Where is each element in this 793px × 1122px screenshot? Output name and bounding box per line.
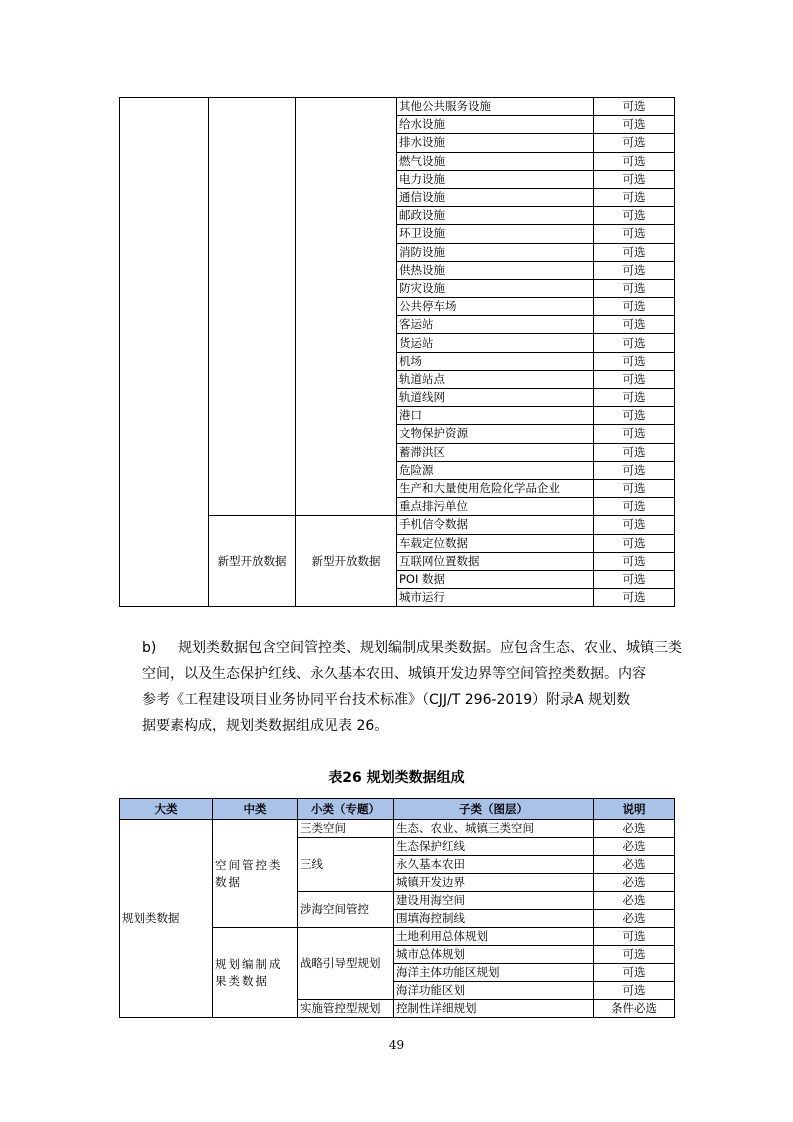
paragraph-line: 据要素构成，规划类数据组成见表 26。 [142,718,389,734]
small-cell: 新型开放数据 [296,516,397,607]
status-cell: 可选 [594,225,675,243]
sub-cell: 城镇开发边界 [394,874,594,892]
status-cell: 可选 [594,552,675,570]
status-cell: 可选 [594,479,675,497]
sub-cell: 港口 [397,407,594,425]
sub-cell: 燃气设施 [397,152,594,170]
small-cell: 实施管控型规划 [298,1000,394,1018]
header-sub: 子类（图层） [394,799,594,820]
sub-cell: 电力设施 [397,170,594,188]
sub-cell: 土地利用总体规划 [394,928,594,946]
note-cell: 条件必选 [594,1000,675,1018]
status-cell: 可选 [594,134,675,152]
status-cell: 可选 [594,116,675,134]
status-cell: 可选 [594,425,675,443]
status-cell: 可选 [594,207,675,225]
sub-cell: 围填海控制线 [394,910,594,928]
sub-cell: 环卫设施 [397,225,594,243]
status-cell: 可选 [594,316,675,334]
sub-cell: 永久基本农田 [394,856,594,874]
sub-cell: 重点排污单位 [397,498,594,516]
sub-cell: 生态保护红线 [394,838,594,856]
sub-cell: 货运站 [397,334,594,352]
sub-cell: 海洋主体功能区规划 [394,964,594,982]
planning-data-table [119,798,675,1018]
status-cell: 可选 [594,370,675,388]
mid-cell-b: 规划编制成果类数据 [213,928,298,1018]
note-cell: 可选 [594,964,675,982]
header-mid: 中类 [213,799,298,820]
small-cell: 涉海空间管控 [298,892,394,928]
status-cell: 可选 [594,188,675,206]
sub-cell: 给水设施 [397,116,594,134]
sub-cell: 防灾设施 [397,279,594,297]
sub-cell: 危险源 [397,461,594,479]
small-cell: 三线 [298,838,394,892]
small-cell: 三类空间 [298,820,394,838]
status-cell: 可选 [594,334,675,352]
sub-cell: 车载定位数据 [397,534,594,552]
sub-cell: 控制性详细规划 [394,1000,594,1018]
header-small: 小类（专题） [298,799,394,820]
sub-cell: 公共停车场 [397,298,594,316]
paragraph-line: 空间，以及生态保护红线、永久基本农田、城镇开发边界等空间管控类数据。内容 [142,666,646,682]
table-header-row [120,799,675,820]
sub-cell: 排水设施 [397,134,594,152]
note-cell: 必选 [594,820,675,838]
status-cell: 可选 [594,98,675,116]
sub-cell: 建设用海空间 [394,892,594,910]
status-cell: 可选 [594,589,675,607]
status-cell: 可选 [594,534,675,552]
table-row [120,98,675,116]
table-caption: 表26 规划类数据组成 [328,770,465,786]
sub-cell: 通信设施 [397,188,594,206]
major-cell: 规划类数据 [120,820,213,1018]
major-cell-empty [120,98,209,607]
sub-cell: 邮政设施 [397,207,594,225]
small-cell-empty [296,98,397,516]
status-cell: 可选 [594,152,675,170]
note-cell: 必选 [594,874,675,892]
status-cell: 可选 [594,243,675,261]
status-cell: 可选 [594,298,675,316]
mid-cell-empty [209,98,296,516]
page-number: 49 [388,1038,405,1052]
status-cell: 可选 [594,407,675,425]
status-cell: 可选 [594,461,675,479]
sub-cell: 城市总体规划 [394,946,594,964]
status-cell: 可选 [594,516,675,534]
status-cell: 可选 [594,389,675,407]
status-cell: 可选 [594,570,675,588]
sub-cell: 海洋功能区划 [394,982,594,1000]
small-cell: 战略引导型规划 [298,928,394,1000]
sub-cell: 城市运行 [397,589,594,607]
status-cell: 可选 [594,279,675,297]
list-marker: b) [142,640,157,656]
table-row [120,820,675,838]
note-cell: 必选 [594,910,675,928]
body-paragraph [142,635,682,739]
sub-cell: 轨道线网 [397,389,594,407]
paragraph-line: 规划类数据包含空间管控类、规划编制成果类数据。应包含生态、农业、城镇三类 [178,640,682,656]
facility-data-table [119,97,675,607]
sub-cell: 生态、农业、城镇三类空间 [394,820,594,838]
sub-cell: 轨道站点 [397,370,594,388]
sub-cell: 客运站 [397,316,594,334]
sub-cell: 供热设施 [397,261,594,279]
status-cell: 可选 [594,498,675,516]
sub-cell: 其他公共服务设施 [397,98,594,116]
header-major: 大类 [120,799,213,820]
note-cell: 可选 [594,928,675,946]
sub-cell: 消防设施 [397,243,594,261]
sub-cell: 机场 [397,352,594,370]
sub-cell: 生产和大量使用危险化学品企业 [397,479,594,497]
mid-cell: 新型开放数据 [209,516,296,607]
sub-cell: 文物保护资源 [397,425,594,443]
note-cell: 必选 [594,892,675,910]
header-note: 说明 [594,799,675,820]
status-cell: 可选 [594,170,675,188]
status-cell: 可选 [594,352,675,370]
sub-cell: 手机信令数据 [397,516,594,534]
sub-cell: 互联网位置数据 [397,552,594,570]
note-cell: 可选 [594,982,675,1000]
note-cell: 可选 [594,946,675,964]
note-cell: 必选 [594,838,675,856]
status-cell: 可选 [594,261,675,279]
sub-cell: POI 数据 [397,570,594,588]
mid-cell-a: 空间管控类数据 [213,820,298,928]
note-cell: 必选 [594,856,675,874]
paragraph-line: 参考《工程建设项目业务协同平台技术标准》（CJJ/T 296-2019）附录A 规划数 [142,692,631,708]
sub-cell: 蓄滞洪区 [397,443,594,461]
status-cell: 可选 [594,443,675,461]
